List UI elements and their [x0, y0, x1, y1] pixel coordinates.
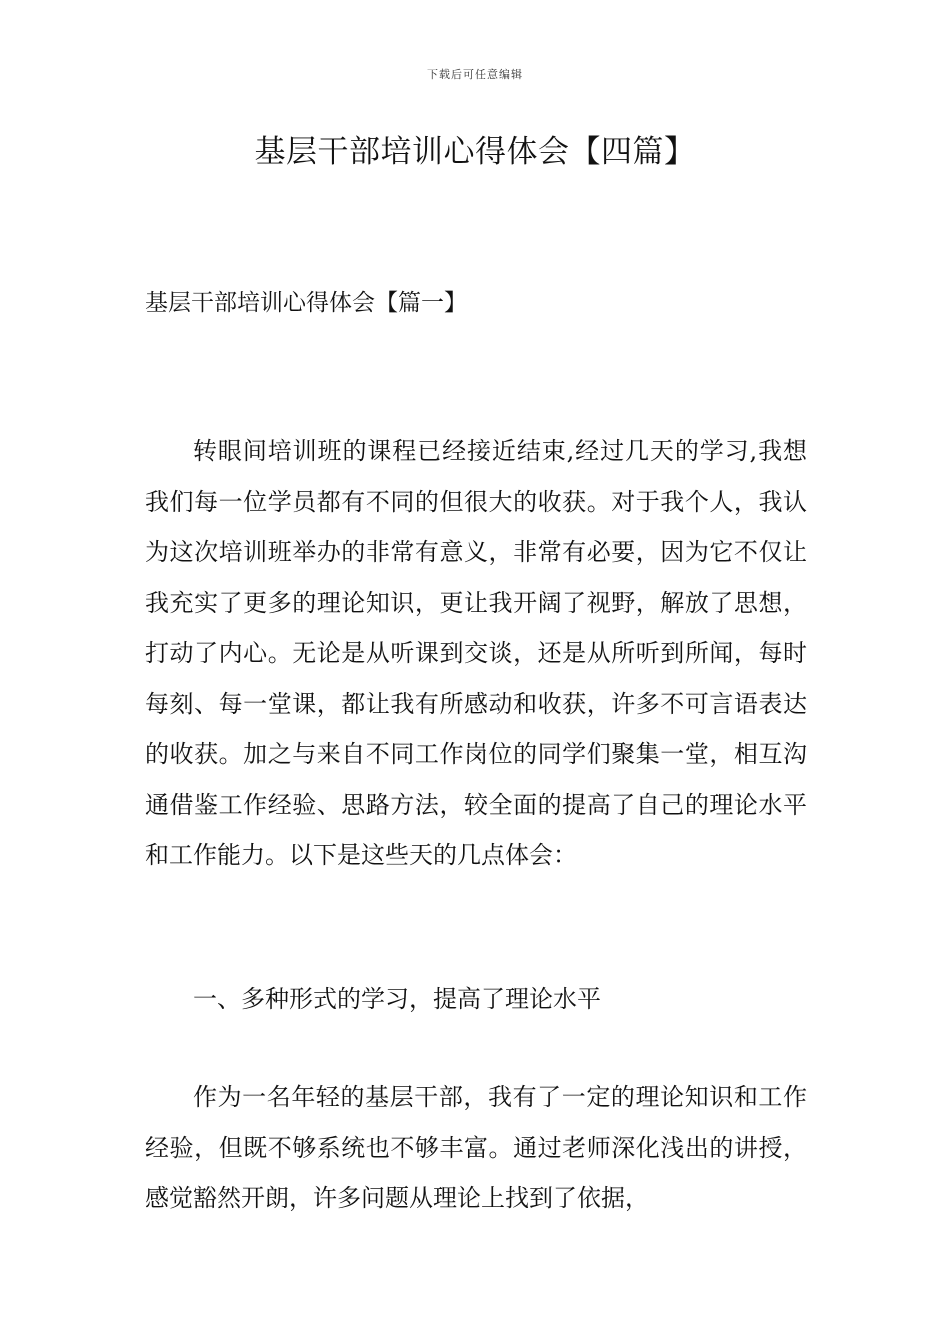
document-title: 基层干部培训心得体会【四篇】	[254, 134, 696, 170]
body-paragraph: 转眼间培训班的课程已经接近结束,经过几天的学习,我想我们每一位学员都有不同的但很大的收获。对于我个人，我认为这次培训班举办的非常有意义，非常有必要，因为它不仅让我充实了更多的理论知识，更让我开阔了视野，解放了思想，打动了内心。无论是从听课到交谈，还是从所听到所闻，每时每刻、每一堂课，都让我有所感动和收获，许多不可言语表达的收获。加之与来自不同工作岗位的同学们聚集一堂，相互沟通借鉴工作经验、思路方法，较全面的提高了自己的理论水平和工作能力。以下是这些天的几点体会：	[145, 437, 807, 869]
subheading-paragraph: 一、多种形式的学习，提高了理论水平	[193, 985, 601, 1013]
body-paragraph: 作为一名年轻的基层干部，我有了一定的理论知识和工作经验，但既不够系统也不够丰富。通过老师深化浅出的讲授，感觉豁然开朗，许多问题从理论上找到了依据，	[145, 1083, 807, 1212]
section-title: 基层干部培训心得体会【篇一】	[145, 290, 467, 316]
header-note: 下载后可任意编辑	[427, 68, 523, 81]
